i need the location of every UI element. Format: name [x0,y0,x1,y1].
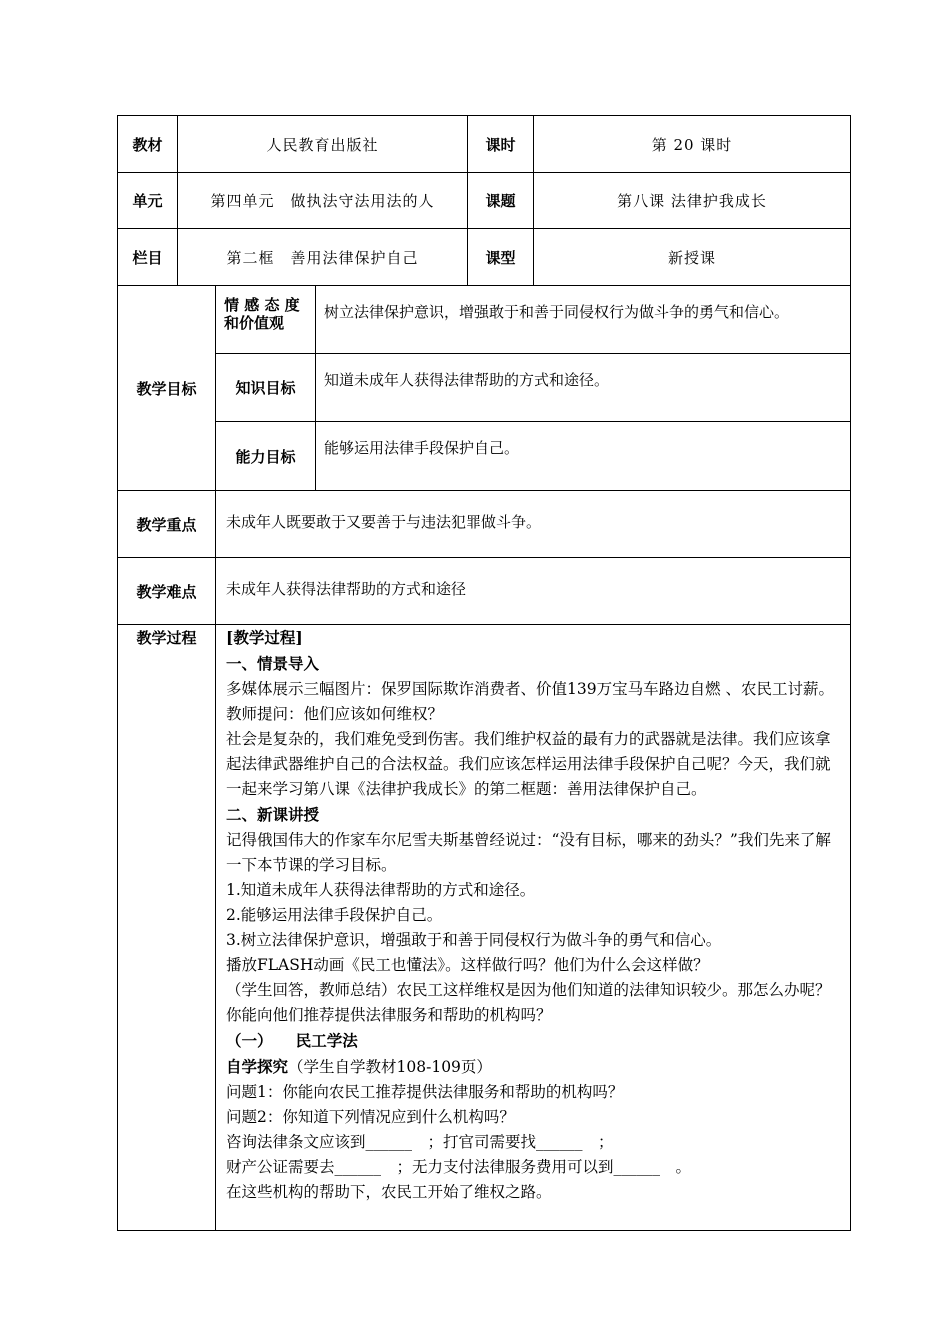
process-line-text: 1.知道未成年人获得法律帮助的方式和途径。 [226,881,536,899]
row-process [118,625,851,1231]
process-line [226,625,840,651]
process-line-text: [教学过程] [226,628,303,647]
period-label: 课时 [468,116,534,173]
process-line-text: 问题2：你知道下列情况应到什么机构吗？ [226,1108,515,1126]
row-textbook [118,116,851,173]
section-label: 栏目 [118,229,178,286]
objective-knowledge-content: 知道未成年人获得法律帮助的方式和途径。 [324,371,610,389]
process-line-text: 财产公证需要去______ ；无力支付法律服务费用可以到______ 。 [226,1158,692,1176]
process-line-text: 在这些机构的帮助下，农民工开始了维权之路。 [226,1183,552,1201]
lesson-plan-table [117,115,851,1231]
process-line-text: 问题1：你能向农民工推荐提供法律服务和帮助的机构吗？ [226,1083,624,1101]
objective-ability-content: 能够运用法律手段保护自己。 [324,439,520,457]
textbook-label: 教材 [118,116,178,173]
process-line [226,802,840,828]
process-line-text: 二、新课讲授 [226,805,320,824]
process-line [226,928,840,953]
topic-label: 课题 [468,173,534,229]
row-objective-knowledge [118,354,851,422]
process-line [226,1028,840,1054]
process-line-text: 社会是复杂的，我们难免受到伤害。我们维护权益的最有力的武器就是法律。我们应该拿起法律武器维护自己的合法权益。我们应该怎样运用法律手段保护自己呢？今天，我们就一起来学习第八课《法律护我成长》的第二框题：善用法律保护自己。 [226,730,831,798]
objectives-label: 教学目标 [118,286,216,491]
process-line-text: 记得俄国伟大的作家车尔尼雪夫斯基曾经说过：“没有目标，哪来的劲头？”我们先来了解一下本节课的学习目标。 [226,831,831,874]
objective-attitude-label: 情 感 态 度和价值观 [216,286,316,354]
key-point-label: 教学重点 [118,491,216,558]
objective-knowledge-label: 知识目标 [216,354,316,422]
process-line-suffix: （学生自学教材108-109页） [288,1058,492,1076]
process-line [226,1054,840,1080]
process-line [226,878,840,903]
process-line [226,903,840,928]
difficulty-label: 教学难点 [118,558,216,625]
process-line-text: （学生回答，教师总结）农民工这样维权是因为他们知道的法律知识较少。那怎么办呢？你能向他们推荐提供法律服务和帮助的机构吗？ [226,981,831,1024]
objective-attitude-text [316,286,851,354]
objective-knowledge-text [316,354,851,422]
unit-label: 单元 [118,173,178,229]
process-line [226,828,840,878]
process-line [226,1130,840,1155]
process-line [226,1155,840,1180]
process-line-text: （一） 民工学法 [226,1031,358,1050]
process-line [226,953,840,978]
process-line-text: 自学探究 [226,1057,289,1076]
objective-attitude-content: 树立法律保护意识，增强敢于和善于同侵权行为做斗争的勇气和信心。 [324,303,790,321]
topic-value: 第八课 法律护我成长 [534,173,851,229]
process-line [226,1180,840,1205]
process-line [226,727,840,802]
process-line-text: 教师提问：他们应该如何维权？ [226,705,444,723]
process-line-text: 3.树立法律保护意识，增强敢于和善于同侵权行为做斗争的勇气和信心。 [226,931,722,949]
objective-ability-label: 能力目标 [216,422,316,491]
type-value: 新授课 [534,229,851,286]
process-line-text: 播放FLASH动画《民工也懂法》。这样做行吗？他们为什么会这样做？ [226,956,709,974]
type-label: 课型 [468,229,534,286]
process-line [226,1080,840,1105]
difficulty-text: 未成年人获得法律帮助的方式和途径 [216,558,851,625]
row-key-point [118,491,851,558]
row-objective-attitude [118,286,851,354]
key-point-text: 未成年人既要敢于又要善于与违法犯罪做斗争。 [216,491,851,558]
row-section [118,229,851,286]
section-value: 第二框 善用法律保护自己 [178,229,468,286]
unit-value: 第四单元 做执法守法用法的人 [178,173,468,229]
process-line-text: 多媒体展示三幅图片：保罗国际欺诈消费者、价值139万宝马车路边自燃 、农民工讨薪。 [226,680,835,698]
row-objective-ability [118,422,851,491]
process-line-text: 一、情景导入 [226,654,320,673]
process-label: 教学过程 [118,625,216,1231]
process-line [226,651,840,677]
period-value: 第 20 课时 [534,116,851,173]
process-line-text: 咨询法律条文应该到______ ；打官司需要找______ ； [226,1133,614,1151]
row-unit [118,173,851,229]
objective-ability-text [316,422,851,491]
process-line [226,978,840,1028]
process-line [226,1105,840,1130]
row-difficulty [118,558,851,625]
process-line-text: 2.能够运用法律手段保护自己。 [226,906,443,924]
process-line [226,677,840,702]
textbook-value: 人民教育出版社 [178,116,468,173]
process-lines [226,625,840,1205]
process-line [226,702,840,727]
process-content [216,625,851,1231]
